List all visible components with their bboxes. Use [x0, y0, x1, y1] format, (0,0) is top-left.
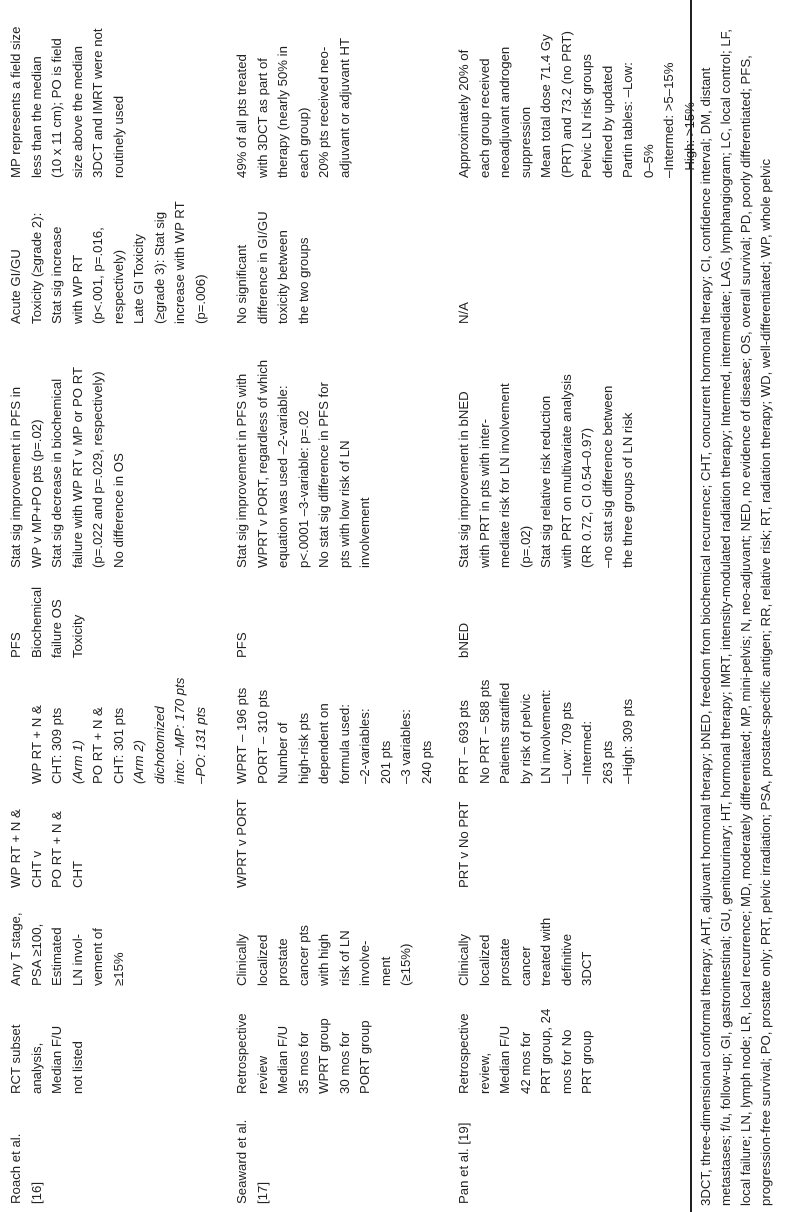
arms-cell: WP RT + N & CHT v PO RT + N & CHT [8, 809, 85, 888]
comments-cell: 49% of all pts treated with 3DCT as part of therapy (nearly 50% in each group) 20% pts received neo- adjuvant or adjuvant HT [234, 37, 352, 178]
population-cell: Clinically localized prostate cancer pts with high risk of LN involve- ment (≥15%) [234, 925, 413, 986]
comments-cell: MP represents a field size less than the median (10 x 11 cm); PO is field size above the median 3DCT and IMRT were not routinely used [8, 26, 126, 178]
patients-cell: WPRT – 196 pts PORT – 310 pts Number of high-risk pts dependent on formula used: –2-variables: 201 pts –3 variables: 240 pts [234, 687, 434, 784]
footnote-divider [690, 0, 692, 1212]
patients-arm1: WP RT + N & CHT: 309 pts [28, 705, 64, 784]
endpoints-cell: PFS Biochemical failure OS Toxicity [8, 586, 85, 658]
results-cell: Stat sig improvement in bNED with PRT in pts with inter- mediate risk for LN involvement (p=.02) Stat sig relative risk reduction with PRT on multivariate analysis (RR 0.72, CI 0.54–0.97) –no stat sig difference between the three groups of LN risk [456, 374, 635, 568]
table-row [448, 0, 697, 1212]
design-cell: Retrospective review, Median F/U 42 mos for PRT group, 24 mos for No PRT group [456, 1008, 594, 1094]
abbreviations-footnote: 3DCT, three-dimensional conformal therapy; AHT, adjuvant hormonal therapy; bNED, freedom from biochemical recurrence; CHT, concurrent hormonal therapy; CI, confidence interval; DM, distant metastases; f/u, follow-up; GI, gastrointestinal; GU, genitourinary; HT, hormonal therapy; IMRT, intensity-modulated radiation therapy; Intermed, intermediate; LAG, lymphangiogram; LC, local control; LF, local failure; LN, lymph node; LR, local recurrence; MD, moderately differentiated; MP, mini-pelvis; N, neo-adjuvant; NED, no evidence of disease; OS, overall survival; PD, poorly differentiated; PFS, progression-free survival; PO, prostate only; PRT, pelvic irradiation; PSA, prostate-specific antigen; RR, relative risk; RT, radiation therapy; WD, well-differentiated; WP, whole pelvic [698, 29, 773, 1206]
results-cell: Stat sig improvement in PFS in WP v MP+PO pts (p=.02) Stat sig decrease in biochemical failure with WP RT v MP or PO RT (p=.022 and p=.029, respectively) No difference in OS [8, 366, 126, 568]
patients-cell [6, 658, 211, 784]
results-cell: Stat sig improvement in PFS with WPRT v PORT, regardless of which equation was used –2-variable: p<.0001 –3-variable: p=.02 No stat sig difference in PFS for pts with low risk of LN involvement [234, 359, 372, 568]
design-cell: Retrospective review Median F/U 35 mos for WPRT group 30 mos for PORT group [234, 1013, 372, 1094]
arms-cell: WPRT v PORT [234, 799, 249, 888]
toxicity-cell: No significant difference in GI/GU toxicity between the two groups [234, 211, 311, 324]
patients-cell: PRT – 693 pts No PRT – 588 pts Patients stratified by risk of pelvic LN involvement: –Low: 709 pts –Intermed: 263 pts –High: 309 pts [456, 679, 635, 784]
design-cell: RCT subset analysis, Median F/U not listed [8, 1024, 85, 1094]
arms-cell: PRT v No PRT [456, 801, 471, 888]
patients-arm2: PO RT + N & CHT: 301 pts [90, 707, 126, 784]
endpoints-cell: PFS [234, 632, 249, 658]
toxicity-cell: Acute GI/GU Toxicity (≥grade 2): Stat sig increase with WP RT (p<.001, p=.016, respectively) Late GI Toxicity (≥grade 3): Stat sig increase with WP RT (p=.006) [8, 201, 208, 324]
table-row [0, 0, 226, 1212]
endpoints-cell: bNED [456, 622, 471, 658]
study-cell: Seaward et al. [17] [234, 1119, 270, 1204]
population-cell: Any T stage, PSA ≥100, Estimated LN invol- vement of ≥15% [8, 912, 126, 986]
comments-cell: Approximately 20% of each group received neoadjuvant androgen suppression Mean total dose 71.4 Gy (PRT) and 73.2 (no PRT) Pelvic LN risk groups defined by updated Partin tables: –Low: 0–5% –Intermed: >5–15% –High: >15% [456, 31, 697, 178]
table-row [226, 0, 448, 1212]
study-cell: Pan et al. [19] [456, 1122, 471, 1204]
study-cell: Roach et al. [16] [8, 1133, 44, 1204]
population-cell: Clinically localized prostate cancer treated with definitive 3DCT [456, 917, 594, 986]
patients-arm2-note: (Arm 2) dichotomized into: –MP: 170 pts –PO: 131 pts [131, 677, 208, 784]
toxicity-cell: N/A [456, 302, 471, 324]
patients-arm1-note: (Arm 1) [69, 740, 85, 784]
